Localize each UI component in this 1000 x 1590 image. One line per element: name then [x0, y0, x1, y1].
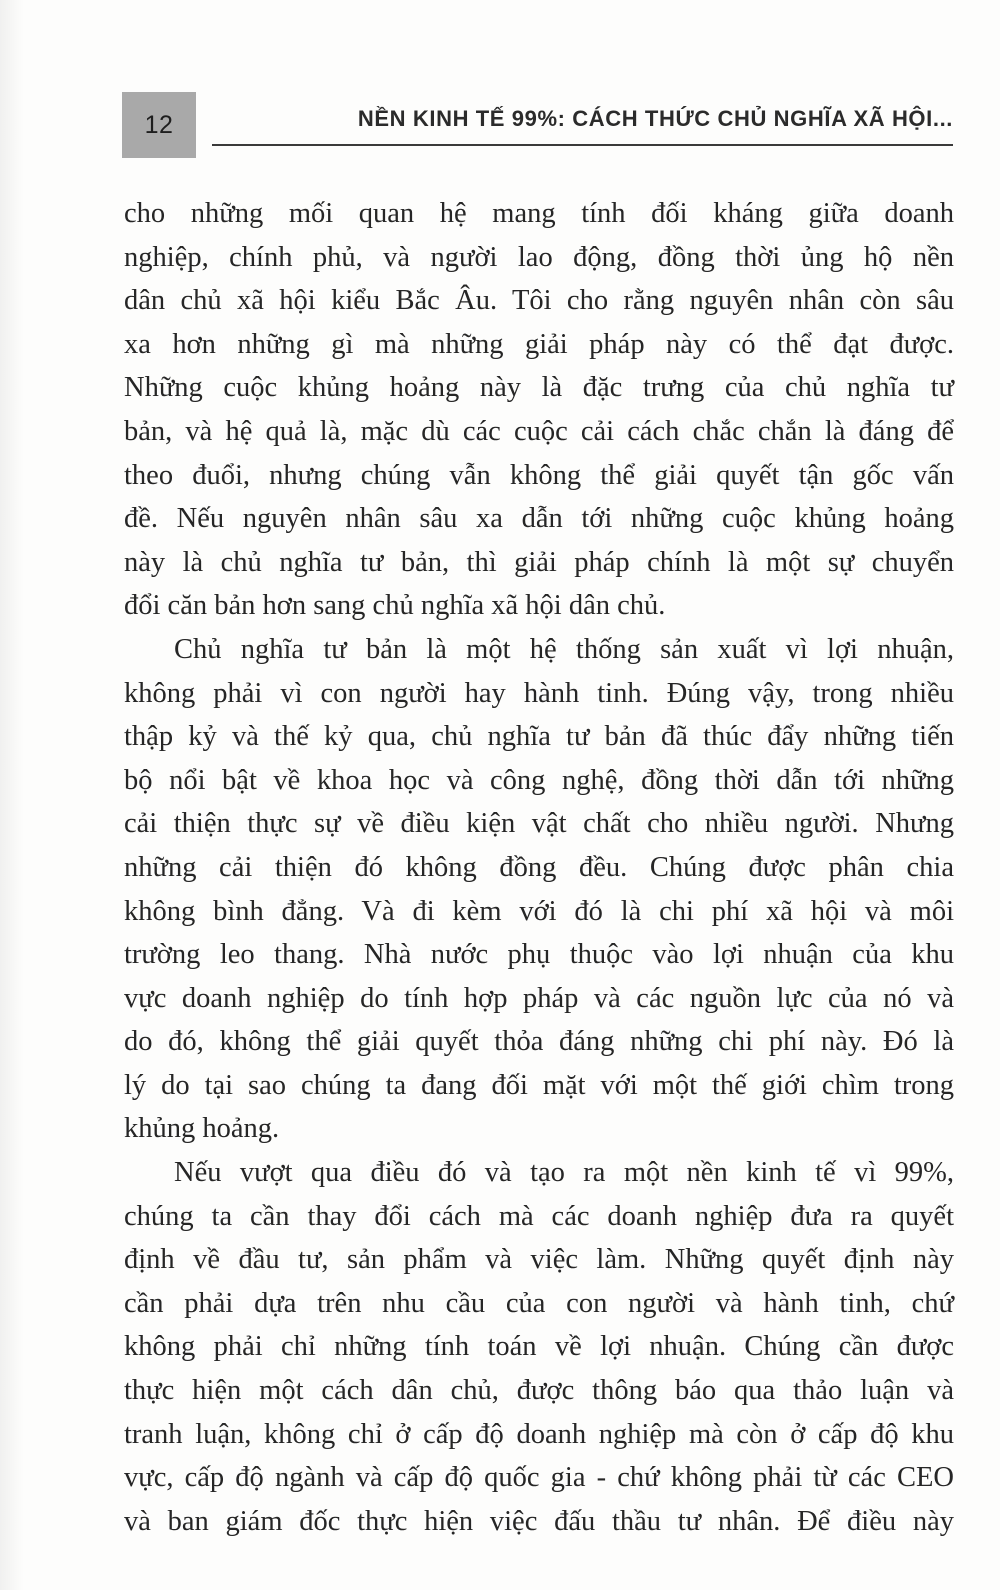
text-line: chúng ta cần thay đổi cách mà các doanh nghiệp đưa ra quyết: [124, 1200, 954, 1232]
page-number: 12: [144, 110, 174, 139]
text-line: lý do tại sao chúng ta đang đối mặt với một thế giới chìm trong: [124, 1069, 954, 1101]
text-line: trường leo thang. Nhà nước phụ thuộc vào lợi nhuận của khu: [124, 939, 954, 971]
text-line: này là chủ nghĩa tư bản, thì giải pháp chính là một sự chuyển: [124, 546, 954, 578]
paragraph-1: [124, 192, 954, 628]
text-line: theo đuổi, nhưng chúng vẫn không thể giải quyết tận gốc vấn: [124, 459, 954, 491]
text-line: định về đầu tư, sản phẩm và việc làm. Những quyết định này: [124, 1244, 954, 1276]
text-line: đổi căn bản hơn sang chủ nghĩa xã hội dân chủ.: [124, 590, 666, 622]
running-title: NỀN KINH TẾ 99%: CÁCH THỨC CHỦ NGHĨA XÃ HỘI...: [357, 106, 953, 131]
page-gutter-shadow: [0, 0, 24, 1590]
text-line: không phải vì con người hay hành tinh. Đúng vậy, trong nhiều: [124, 677, 954, 709]
text-line: khủng hoảng.: [124, 1113, 280, 1145]
paragraph-2: [124, 628, 954, 1151]
text-line: và ban giám đốc thực hiện việc đấu thầu tư nhân. Để điều này: [124, 1505, 954, 1537]
text-line: Những cuộc khủng hoảng này là đặc trưng của chủ nghĩa tư: [124, 372, 954, 404]
text-line: do đó, không thể giải quyết thỏa đáng những chi phí này. Đó là: [124, 1026, 954, 1058]
text-line: tranh luận, không chỉ ở cấp độ doanh nghiệp mà còn ở cấp độ khu: [124, 1418, 954, 1450]
text-line: Nếu vượt qua điều đó và tạo ra một nền kinh tế vì 99%,: [174, 1157, 954, 1189]
text-line: thập kỷ và thế kỷ qua, chủ nghĩa tư bản đã thúc đẩy những tiến: [124, 721, 954, 753]
text-line: xa hơn những gì mà những giải pháp này có thể đạt được.: [124, 328, 954, 360]
text-line: bộ nổi bật về khoa học và công nghệ, đồng thời dẫn tới những: [124, 764, 954, 796]
text-line: vực, cấp độ ngành và cấp độ quốc gia - chứ không phải từ các CEO: [124, 1462, 954, 1494]
body-text: [124, 192, 954, 1543]
text-line: vực doanh nghiệp do tính hợp pháp và các nguồn lực của nó và: [124, 982, 954, 1014]
paragraph-3: [124, 1151, 954, 1543]
text-line: những cải thiện đó không đồng đều. Chúng được phân chia: [124, 851, 954, 883]
text-line: cho những mối quan hệ mang tính đối kháng giữa doanh: [124, 198, 954, 229]
text-line: cần phải dựa trên nhu cầu của con người và hành tinh, chứ: [124, 1287, 954, 1319]
running-header: [212, 104, 953, 146]
text-line: Chủ nghĩa tư bản là một hệ thống sản xuất vì lợi nhuận,: [174, 633, 954, 665]
text-line: đề. Nếu nguyên nhân sâu xa dẫn tới những cuộc khủng hoảng: [124, 503, 954, 535]
text-line: không bình đẳng. Và đi kèm với đó là chi phí xã hội và môi: [124, 895, 954, 927]
text-line: thực hiện một cách dân chủ, được thông báo qua thảo luận và: [124, 1375, 954, 1407]
page-number-box: [122, 92, 196, 158]
text-line: bản, và hệ quả là, mặc dù các cuộc cải cách chắc chắn là đáng để: [124, 415, 954, 447]
text-line: nghiệp, chính phủ, và người lao động, đồng thời ủng hộ nền: [124, 241, 954, 273]
text-line: không phải chỉ những tính toán về lợi nhuận. Chúng cần được: [124, 1331, 954, 1363]
text-line: cải thiện thực sự về điều kiện vật chất cho nhiều người. Nhưng: [124, 808, 954, 840]
text-line: dân chủ xã hội kiểu Bắc Âu. Tôi cho rằng nguyên nhân còn sâu: [124, 285, 954, 317]
